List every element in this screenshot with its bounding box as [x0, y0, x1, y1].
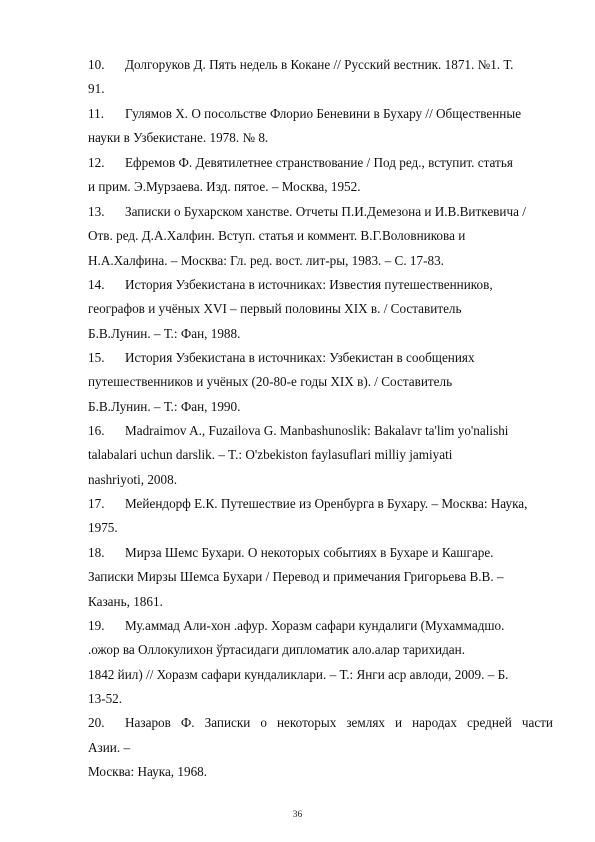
bibliography-entry-14-line-3: Б.В.Лунин. – Т.: Фан, 1988.: [88, 326, 241, 341]
entry-number: 15.: [88, 350, 105, 365]
entry-number: 11.: [88, 106, 104, 121]
bibliography-entry-18-line-3: Казань, 1861.: [88, 594, 163, 609]
entry-text: Му.аммад Али-хон .афур. Хоразм сафари кундалиги (Мухаммадшо.: [125, 618, 505, 633]
bibliography-entry-13-line-2: Отв. ред. Д.А.Халфин. Вступ. статья и коммент. В.Г.Воловникова и: [88, 228, 466, 243]
entry-text: Записки о Бухарском ханстве. Отчеты П.И.Демезона и И.В.Виткевича /: [125, 204, 526, 219]
bibliography-entry-19-line-2: .ожор ва Оллокулихон ўртасидаги дипломатик ало.алар тарихидан.: [88, 642, 466, 657]
entry-text: Ефремов Ф. Девятилетнее странствование / Под ред., вступит. статья: [125, 155, 513, 170]
bibliography-entry-16-line-1: [88, 423, 553, 439]
bibliography-entry-13-line-3: Н.А.Халфина. – Москва: Гл. ред. вост. лит-ры, 1983. – С. 17-83.: [88, 253, 444, 268]
bibliography-entry-16-line-2: talabalari uchun darslik. – T.: O'zbekiston faylasuflari milliy jamiyati: [88, 447, 453, 462]
bibliography-entry-17-line-1: [88, 496, 553, 512]
bibliography-entry-19-line-3: 1842 йил) // Хоразм сафари кундаликлари. – Т.: Янги аср авлоди, 2009. – Б.: [88, 667, 509, 682]
entry-text: Мирза Шемс Бухари. О некоторых событиях в Бухаре и Кашгаре.: [125, 545, 494, 560]
bibliography-entry-17-line-2: 1975.: [88, 520, 118, 535]
entry-number: 16.: [88, 423, 105, 438]
entry-number: 14.: [88, 277, 105, 292]
entry-number: 19.: [88, 618, 105, 633]
bibliography-entry-20-line-2: Азии. –: [88, 740, 131, 755]
entry-number: 18.: [88, 545, 105, 560]
entry-text: Мейендорф Е.К. Путешествие из Оренбурга в Бухару. – Москва: Наука,: [125, 496, 528, 511]
bibliography-entry-18-line-2: Записки Мирзы Шемса Бухари / Перевод и примечания Григорьева В.В. –: [88, 569, 504, 584]
entry-number: 12.: [88, 155, 105, 170]
bibliography-entry-10-line-2: 91.: [88, 81, 105, 96]
entry-text: Назаров Ф. Записки о некоторых землях и народах средней части: [125, 715, 553, 730]
bibliography-entry-15-line-1: [88, 350, 553, 366]
bibliography-entry-16-line-3: nashriyoti, 2008.: [88, 472, 178, 487]
bibliography-entry-20-line-1: [88, 715, 553, 731]
bibliography-entry-15-line-2: путешественников и учёных (20-80-е годы XIX в). / Составитель: [88, 374, 453, 389]
entry-number: 10.: [88, 57, 105, 72]
bibliography-entry-19-line-1: [88, 618, 553, 634]
entry-text: История Узбекистана в источниках: Известия путешественников,: [125, 277, 493, 292]
entry-text: Madraimov A., Fuzailova G. Manbashunoslik: Bakalavr ta'lim yo'nalishi: [125, 423, 509, 438]
entry-text: История Узбекистана в источниках: Узбекистан в сообщениях: [125, 350, 475, 365]
bibliography-entry-13-line-1: [88, 204, 553, 220]
bibliography-entry-12-line-1: [88, 155, 553, 171]
entry-number: 17.: [88, 496, 105, 511]
bibliography-entry-11-line-2: науки в Узбекистане. 1978. № 8.: [88, 130, 269, 145]
bibliography-entry-14-line-1: [88, 277, 553, 293]
entry-text: Гулямов Х. О посольстве Флорио Беневини в Бухару // Общественные: [125, 106, 522, 121]
bibliography-entry-15-line-3: Б.В.Лунин. – Т.: Фан, 1990.: [88, 399, 241, 414]
bibliography-entry-11-line-1: [88, 106, 553, 122]
bibliography-entry-12-line-2: и прим. Э.Мурзаева. Изд. пятое. – Москва, 1952.: [88, 179, 361, 194]
entry-number: 13.: [88, 204, 105, 219]
bibliography-entry-20-line-3: Москва: Наука, 1968.: [88, 764, 208, 779]
bibliography-entry-19-line-4: 13-52.: [88, 691, 123, 706]
entry-number: 20.: [88, 715, 105, 730]
bibliography-entry-14-line-2: географов и учёных XVI – первый половины XIX в. / Составитель: [88, 301, 462, 316]
bibliography-entry-18-line-1: [88, 545, 553, 561]
page-number: 36: [292, 810, 303, 820]
entry-text: Долгоруков Д. Пять недель в Кокане // Русский вестник. 1871. №1. Т.: [125, 57, 514, 72]
bibliography-entry-10-line-1: [88, 57, 553, 73]
